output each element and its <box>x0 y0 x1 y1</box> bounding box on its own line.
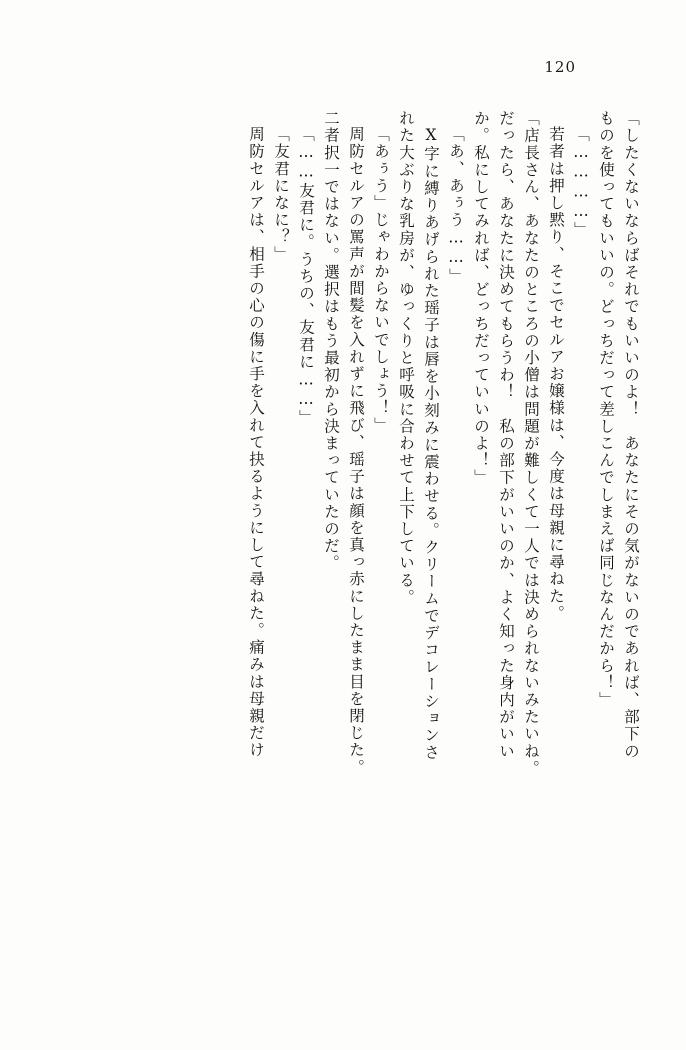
text-column: 「……友君に。うちの、友君に……」 <box>297 126 315 427</box>
text-column: 「あ、あぅう……」 <box>447 126 465 285</box>
text-column: 「…………」 <box>572 126 590 239</box>
text-column: 「店長さん、あなたのところの小僧は問題が難しくて一人では決められないみたいね。 <box>522 110 540 777</box>
text-column: 二者択一ではない。選択はもう最初から決まっていたのだ。 <box>322 110 340 572</box>
text-column: X字に縛りあげられた瑶子は唇を小刻みに震わせる。クリームでデコレーションさ <box>422 126 440 762</box>
page-number: 120 <box>544 58 576 76</box>
text-column: 周防セルアの罵声が間髪を入れずに飛び、瑶子は顔を真っ赤にしたまま目を閉じた。 <box>347 126 365 776</box>
text-column: ものを使ってもいいの。どっちだって差しこんでしまえば同じなんだから！」 <box>597 110 615 709</box>
text-column: 「したくないならばそれでもいいのよ！ あなたにその気がないのであれば、部下の <box>622 110 640 760</box>
text-column: か。私にしてみれば、どっちだっていいのよ！」 <box>472 110 490 487</box>
text-column: 「友君になに？」 <box>272 126 290 263</box>
text-column: 若者は押し黙り、そこでセルアお嬢様は、今度は母親に尋ねた。 <box>547 126 565 622</box>
text-column: れた大ぶりな乳房が、ゆっくりと呼吸に合わせて上下している。 <box>397 110 415 606</box>
text-column: 「あぅう」じゃわからないでしょう！」 <box>372 126 390 434</box>
vertical-text-body <box>48 110 638 1010</box>
text-column: 周防セルアは、相手の心の傷に手を入れて抉るようにして尋ねた。痛みは母親だけ <box>247 126 265 759</box>
text-column: だったら、あなたに決めてもらうわ！ 私の部下がいいのか、よく知った身内がいい <box>497 110 515 760</box>
